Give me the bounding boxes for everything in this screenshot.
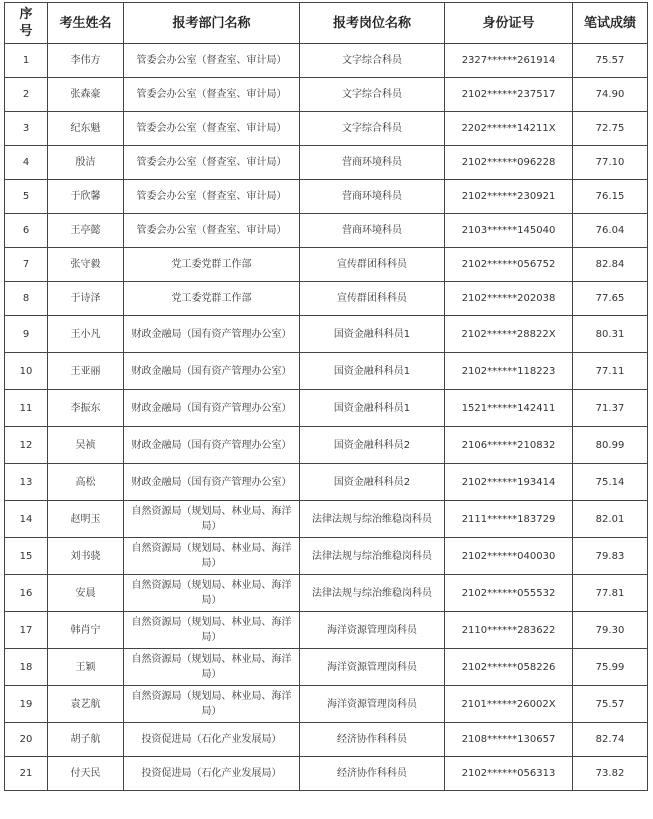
cell-post: 国资金融科科员1 (300, 353, 445, 390)
cell-name: 吴祯 (48, 427, 124, 464)
cell-score: 72.75 (573, 112, 648, 146)
cell-score: 77.10 (573, 146, 648, 180)
table-row (5, 538, 648, 575)
cell-id: 2102******237517 (445, 78, 573, 112)
cell-score: 75.99 (573, 649, 648, 686)
cell-no: 20 (5, 723, 48, 757)
table-body (5, 44, 648, 791)
exam-results-table (4, 2, 648, 791)
cell-post: 海洋资源管理岗科员 (300, 686, 445, 723)
cell-score: 76.04 (573, 214, 648, 248)
table-row (5, 686, 648, 723)
table-row (5, 353, 648, 390)
cell-dept: 管委会办公室（督查室、审计局） (124, 112, 300, 146)
table-row (5, 612, 648, 649)
cell-id: 2102******056752 (445, 248, 573, 282)
cell-post: 宣传群团科科员 (300, 282, 445, 316)
cell-dept: 党工委党群工作部 (124, 248, 300, 282)
header-score: 笔试成绩 (573, 3, 648, 44)
cell-name: 李伟方 (48, 44, 124, 78)
cell-id: 2102******040030 (445, 538, 573, 575)
cell-dept: 管委会办公室（督查室、审计局） (124, 214, 300, 248)
cell-name: 王小凡 (48, 316, 124, 353)
cell-no: 5 (5, 180, 48, 214)
cell-id: 2106******210832 (445, 427, 573, 464)
cell-id: 2102******055532 (445, 575, 573, 612)
table-row (5, 214, 648, 248)
table-row (5, 146, 648, 180)
cell-score: 80.31 (573, 316, 648, 353)
cell-name: 于诗泽 (48, 282, 124, 316)
cell-name: 刘书骁 (48, 538, 124, 575)
cell-id: 2101******26002X (445, 686, 573, 723)
cell-no: 2 (5, 78, 48, 112)
cell-name: 王亚丽 (48, 353, 124, 390)
cell-name: 于欣馨 (48, 180, 124, 214)
cell-post: 国资金融科科员2 (300, 427, 445, 464)
cell-no: 1 (5, 44, 48, 78)
cell-post: 法律法规与综治维稳岗科员 (300, 538, 445, 575)
cell-id: 2327******261914 (445, 44, 573, 78)
cell-name: 王亭懿 (48, 214, 124, 248)
cell-score: 71.37 (573, 390, 648, 427)
cell-score: 75.57 (573, 44, 648, 78)
cell-post: 经济协作科科员 (300, 723, 445, 757)
cell-dept: 自然资源局（规划局、林业局、海洋局） (124, 575, 300, 612)
cell-score: 75.57 (573, 686, 648, 723)
cell-no: 8 (5, 282, 48, 316)
table-row (5, 723, 648, 757)
cell-post: 营商环境科员 (300, 180, 445, 214)
cell-dept: 投资促进局（石化产业发展局） (124, 723, 300, 757)
cell-dept: 财政金融局（国有资产管理办公室） (124, 427, 300, 464)
cell-score: 76.15 (573, 180, 648, 214)
cell-id: 2102******193414 (445, 464, 573, 501)
cell-dept: 自然资源局（规划局、林业局、海洋局） (124, 649, 300, 686)
cell-name: 纪东魁 (48, 112, 124, 146)
table-row (5, 282, 648, 316)
cell-post: 海洋资源管理岗科员 (300, 612, 445, 649)
cell-no: 11 (5, 390, 48, 427)
cell-post: 国资金融科科员1 (300, 390, 445, 427)
cell-dept: 管委会办公室（督查室、审计局） (124, 78, 300, 112)
cell-score: 82.01 (573, 501, 648, 538)
cell-post: 文字综合科员 (300, 78, 445, 112)
cell-dept: 自然资源局（规划局、林业局、海洋局） (124, 501, 300, 538)
cell-dept: 自然资源局（规划局、林业局、海洋局） (124, 686, 300, 723)
cell-name: 王颖 (48, 649, 124, 686)
cell-score: 79.30 (573, 612, 648, 649)
table-row (5, 390, 648, 427)
cell-id: 2103******145040 (445, 214, 573, 248)
table-row (5, 112, 648, 146)
cell-dept: 党工委党群工作部 (124, 282, 300, 316)
cell-post: 海洋资源管理岗科员 (300, 649, 445, 686)
cell-no: 7 (5, 248, 48, 282)
table-row (5, 501, 648, 538)
cell-post: 营商环境科员 (300, 146, 445, 180)
cell-post: 宣传群团科科员 (300, 248, 445, 282)
cell-dept: 财政金融局（国有资产管理办公室） (124, 464, 300, 501)
cell-post: 法律法规与综治维稳岗科员 (300, 575, 445, 612)
cell-id: 2102******28822X (445, 316, 573, 353)
header-post: 报考岗位名称 (300, 3, 445, 44)
cell-id: 2108******130657 (445, 723, 573, 757)
cell-id: 2102******058226 (445, 649, 573, 686)
cell-no: 17 (5, 612, 48, 649)
cell-name: 付天民 (48, 757, 124, 791)
cell-dept: 财政金融局（国有资产管理办公室） (124, 353, 300, 390)
cell-no: 12 (5, 427, 48, 464)
cell-name: 张森豪 (48, 78, 124, 112)
cell-name: 殷洁 (48, 146, 124, 180)
table-row (5, 575, 648, 612)
cell-no: 19 (5, 686, 48, 723)
cell-no: 15 (5, 538, 48, 575)
cell-id: 2102******056313 (445, 757, 573, 791)
cell-dept: 管委会办公室（督查室、审计局） (124, 180, 300, 214)
cell-dept: 自然资源局（规划局、林业局、海洋局） (124, 538, 300, 575)
cell-name: 胡子航 (48, 723, 124, 757)
header-row (5, 3, 648, 44)
cell-no: 18 (5, 649, 48, 686)
cell-id: 2102******118223 (445, 353, 573, 390)
table-row (5, 180, 648, 214)
cell-score: 82.74 (573, 723, 648, 757)
cell-id: 2102******202038 (445, 282, 573, 316)
table-row (5, 44, 648, 78)
cell-score: 80.99 (573, 427, 648, 464)
cell-post: 经济协作科科员 (300, 757, 445, 791)
table-row (5, 78, 648, 112)
cell-post: 国资金融科科员2 (300, 464, 445, 501)
cell-id: 2102******096228 (445, 146, 573, 180)
header-dept: 报考部门名称 (124, 3, 300, 44)
cell-post: 文字综合科员 (300, 112, 445, 146)
cell-no: 16 (5, 575, 48, 612)
cell-score: 77.65 (573, 282, 648, 316)
cell-name: 袁艺航 (48, 686, 124, 723)
cell-post: 法律法规与综治维稳岗科员 (300, 501, 445, 538)
table-row (5, 248, 648, 282)
cell-id: 2102******230921 (445, 180, 573, 214)
cell-post: 文字综合科员 (300, 44, 445, 78)
header-id: 身份证号 (445, 3, 573, 44)
cell-score: 79.83 (573, 538, 648, 575)
cell-name: 赵明玉 (48, 501, 124, 538)
cell-dept: 财政金融局（国有资产管理办公室） (124, 316, 300, 353)
cell-post: 营商环境科员 (300, 214, 445, 248)
cell-id: 2202******14211X (445, 112, 573, 146)
cell-dept: 自然资源局（规划局、林业局、海洋局） (124, 612, 300, 649)
cell-id: 1521******142411 (445, 390, 573, 427)
cell-score: 74.90 (573, 78, 648, 112)
header-name: 考生姓名 (48, 3, 124, 44)
cell-name: 高松 (48, 464, 124, 501)
cell-no: 21 (5, 757, 48, 791)
cell-id: 2110******283622 (445, 612, 573, 649)
cell-id: 2111******183729 (445, 501, 573, 538)
cell-no: 4 (5, 146, 48, 180)
cell-name: 韩肖宁 (48, 612, 124, 649)
table-row (5, 427, 648, 464)
cell-score: 77.81 (573, 575, 648, 612)
cell-name: 安晨 (48, 575, 124, 612)
cell-score: 73.82 (573, 757, 648, 791)
cell-score: 77.11 (573, 353, 648, 390)
cell-name: 张守毅 (48, 248, 124, 282)
cell-post: 国资金融科科员1 (300, 316, 445, 353)
cell-score: 75.14 (573, 464, 648, 501)
cell-score: 82.84 (573, 248, 648, 282)
table-row (5, 464, 648, 501)
cell-no: 10 (5, 353, 48, 390)
cell-no: 14 (5, 501, 48, 538)
cell-no: 3 (5, 112, 48, 146)
cell-dept: 投资促进局（石化产业发展局） (124, 757, 300, 791)
cell-no: 9 (5, 316, 48, 353)
cell-dept: 管委会办公室（督查室、审计局） (124, 146, 300, 180)
header-no: 序号 (5, 3, 48, 44)
table-row (5, 649, 648, 686)
cell-no: 13 (5, 464, 48, 501)
cell-no: 6 (5, 214, 48, 248)
cell-name: 李振东 (48, 390, 124, 427)
table-row (5, 757, 648, 791)
cell-dept: 管委会办公室（督查室、审计局） (124, 44, 300, 78)
cell-dept: 财政金融局（国有资产管理办公室） (124, 390, 300, 427)
table-row (5, 316, 648, 353)
